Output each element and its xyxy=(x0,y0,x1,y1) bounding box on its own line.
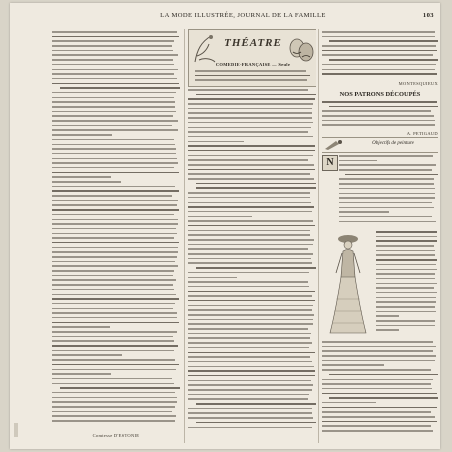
text-line xyxy=(52,83,179,85)
text-line xyxy=(376,320,435,322)
text-line xyxy=(329,374,438,376)
text-line xyxy=(376,245,434,247)
text-column-3 xyxy=(322,29,438,443)
text-line xyxy=(188,136,313,138)
column-divider-left xyxy=(184,29,185,443)
text-line xyxy=(188,155,313,157)
text-line xyxy=(339,216,432,218)
text-line xyxy=(188,206,314,208)
text-line xyxy=(188,164,314,166)
text-line xyxy=(188,192,310,194)
body-text xyxy=(322,101,438,129)
text-line xyxy=(322,379,433,381)
text-line xyxy=(376,250,435,252)
text-line xyxy=(52,401,177,403)
text-line xyxy=(52,190,179,192)
newspaper-page xyxy=(10,3,440,449)
text-line xyxy=(376,278,435,280)
text-line xyxy=(188,112,312,114)
text-line xyxy=(188,352,315,354)
text-line xyxy=(52,303,175,305)
body-text xyxy=(322,31,438,78)
subheading: Objectifs de peinture xyxy=(372,141,414,146)
text-line xyxy=(188,394,309,396)
text-line xyxy=(339,164,436,166)
text-line xyxy=(188,122,313,124)
text-line xyxy=(188,291,315,293)
theatre-title: THÉATRE xyxy=(224,37,282,49)
text-line xyxy=(188,98,315,100)
text-line xyxy=(322,50,437,52)
text-line xyxy=(52,336,173,338)
text-line xyxy=(188,253,313,255)
text-line xyxy=(188,262,312,264)
body-text xyxy=(339,155,438,225)
text-line xyxy=(52,219,178,221)
text-column-1 xyxy=(52,29,180,443)
text-line xyxy=(52,411,172,413)
text-line xyxy=(60,87,180,89)
column-divider-right xyxy=(318,29,319,443)
text-line xyxy=(339,202,432,204)
text-line xyxy=(376,292,437,294)
text-line xyxy=(339,197,435,199)
text-line xyxy=(52,242,179,244)
text-line xyxy=(188,202,311,204)
text-line xyxy=(188,295,312,297)
journal-title: LA MODE ILLUSTRÉE, JOURNAL DE LA FAMILLE xyxy=(160,12,326,19)
text-line xyxy=(322,425,431,427)
text-line xyxy=(188,141,244,143)
text-line xyxy=(188,417,313,419)
text-line xyxy=(52,195,172,197)
article-signature: MONTESQUIEUX xyxy=(398,81,438,86)
text-line xyxy=(52,279,176,281)
text-line xyxy=(376,306,435,308)
text-line xyxy=(188,248,308,250)
text-line xyxy=(376,283,437,285)
text-line xyxy=(52,209,179,211)
text-line xyxy=(52,92,176,94)
text-line xyxy=(52,415,176,417)
text-line xyxy=(322,393,437,395)
text-line xyxy=(52,144,175,146)
text-line xyxy=(339,211,389,213)
text-line xyxy=(52,158,177,160)
text-line xyxy=(52,200,178,202)
text-line xyxy=(195,79,307,81)
text-line xyxy=(188,277,237,279)
text-line xyxy=(52,420,175,422)
text-line xyxy=(188,384,313,386)
text-line xyxy=(339,160,377,162)
text-line xyxy=(322,110,431,112)
text-line xyxy=(52,331,177,333)
text-line xyxy=(52,111,176,113)
text-line xyxy=(188,244,313,246)
body-text xyxy=(188,89,316,431)
text-line xyxy=(376,273,435,275)
text-line xyxy=(52,247,178,249)
text-line xyxy=(329,106,438,108)
text-line xyxy=(188,145,315,147)
text-line xyxy=(52,270,174,272)
text-line xyxy=(196,403,316,405)
text-line xyxy=(322,346,436,348)
text-line xyxy=(52,378,172,380)
text-line xyxy=(376,236,437,238)
text-line xyxy=(188,328,308,330)
text-line xyxy=(52,364,179,366)
text-line xyxy=(52,265,178,267)
text-line xyxy=(188,225,315,227)
text-line xyxy=(52,261,175,263)
text-line xyxy=(188,220,313,222)
text-line xyxy=(52,97,174,99)
text-line xyxy=(339,155,433,157)
text-line xyxy=(52,284,173,286)
text-line xyxy=(188,361,312,363)
text-line xyxy=(329,397,438,399)
text-line xyxy=(188,127,311,129)
text-line xyxy=(188,150,315,152)
text-line xyxy=(52,340,174,342)
text-line xyxy=(188,230,310,232)
article-signature: Comtesse D'ESTONIE xyxy=(92,433,140,438)
text-line xyxy=(52,237,174,239)
text-line xyxy=(188,323,313,325)
text-line xyxy=(188,305,313,307)
text-line xyxy=(52,101,175,103)
text-line xyxy=(188,337,310,339)
text-line xyxy=(322,73,437,75)
theatre-header-box xyxy=(188,29,316,87)
text-line xyxy=(188,216,252,218)
text-line xyxy=(52,134,112,136)
text-line xyxy=(52,383,174,385)
text-line xyxy=(188,314,314,316)
text-line xyxy=(376,311,436,313)
text-line xyxy=(322,36,435,38)
text-line xyxy=(322,369,431,371)
text-line xyxy=(188,173,310,175)
text-line xyxy=(52,139,174,141)
text-line xyxy=(322,407,437,409)
text-line xyxy=(52,251,178,253)
text-line xyxy=(196,187,316,189)
text-line xyxy=(52,228,176,230)
text-line xyxy=(195,75,310,77)
text-line xyxy=(376,297,436,299)
body-text xyxy=(52,31,180,425)
text-line xyxy=(345,174,438,176)
text-line xyxy=(52,125,172,127)
text-line xyxy=(52,308,173,310)
theatre-subtitle: COMEDIE-FRANÇAISE — Seule xyxy=(215,62,291,67)
text-line xyxy=(52,369,176,371)
text-line xyxy=(52,115,173,117)
text-line xyxy=(188,356,310,358)
text-line xyxy=(52,326,110,328)
text-line xyxy=(52,181,121,183)
text-line xyxy=(339,169,432,171)
text-line xyxy=(329,40,438,42)
text-line xyxy=(322,364,384,366)
text-line xyxy=(52,162,178,164)
text-line xyxy=(52,78,177,80)
text-line xyxy=(52,45,172,47)
text-line xyxy=(188,117,312,119)
text-line xyxy=(376,329,399,331)
text-line xyxy=(196,183,316,185)
page-number: 103 xyxy=(422,12,434,19)
text-line xyxy=(52,359,175,361)
text-line xyxy=(322,341,433,343)
text-line xyxy=(52,397,177,399)
text-line xyxy=(52,204,177,206)
text-line xyxy=(52,40,174,42)
text-line xyxy=(188,342,312,344)
text-line xyxy=(188,408,312,410)
text-line xyxy=(188,178,314,180)
text-line xyxy=(188,347,309,349)
text-line xyxy=(52,322,179,324)
text-line xyxy=(188,169,315,171)
text-line xyxy=(329,59,438,61)
text-line xyxy=(195,70,306,72)
text-line xyxy=(52,31,177,33)
binding-mark xyxy=(14,423,18,437)
theatre-intro-text xyxy=(195,70,311,84)
text-line xyxy=(188,380,311,382)
text-line xyxy=(188,427,312,429)
text-line xyxy=(52,167,174,169)
text-line xyxy=(52,289,174,291)
text-line xyxy=(188,131,308,133)
text-line xyxy=(322,383,431,385)
text-line xyxy=(376,325,435,327)
text-line xyxy=(188,272,309,274)
text-line xyxy=(188,370,315,372)
text-line xyxy=(339,178,434,180)
text-line xyxy=(188,234,310,236)
text-line xyxy=(188,286,309,288)
text-line xyxy=(52,73,174,75)
text-line xyxy=(339,221,436,223)
text-line xyxy=(322,54,433,56)
text-line xyxy=(376,269,437,271)
text-line xyxy=(188,159,308,161)
text-line xyxy=(188,309,312,311)
text-line xyxy=(188,375,315,377)
text-line xyxy=(52,148,176,150)
text-line xyxy=(322,31,435,33)
text-line xyxy=(322,430,433,432)
text-line xyxy=(339,183,434,185)
text-line xyxy=(196,94,316,96)
text-line xyxy=(188,197,310,199)
text-line xyxy=(322,360,435,362)
text-line xyxy=(188,366,314,368)
text-line xyxy=(322,411,431,413)
text-line xyxy=(339,207,434,209)
text-line xyxy=(52,64,174,66)
text-line xyxy=(322,416,435,418)
text-line xyxy=(322,64,436,66)
text-line xyxy=(196,422,316,424)
text-line xyxy=(52,153,176,155)
text-line xyxy=(188,103,313,105)
text-line xyxy=(339,188,435,190)
text-line xyxy=(52,69,178,71)
text-line xyxy=(188,389,312,391)
text-line xyxy=(322,355,436,357)
text-column-2 xyxy=(188,29,316,443)
text-line xyxy=(52,54,178,56)
running-header xyxy=(52,12,434,22)
text-line xyxy=(52,172,179,174)
section-signature: A. PETIGAUD xyxy=(406,131,438,136)
text-line xyxy=(188,258,311,260)
text-line xyxy=(52,50,173,52)
text-line xyxy=(376,231,437,233)
drop-capital: N xyxy=(322,155,338,171)
body-text xyxy=(322,341,438,435)
text-line xyxy=(376,287,434,289)
text-line xyxy=(322,421,437,423)
text-line xyxy=(52,36,179,38)
text-line xyxy=(376,301,436,303)
text-line xyxy=(52,186,175,188)
text-line xyxy=(52,275,173,277)
text-line xyxy=(52,317,177,319)
text-line xyxy=(322,120,435,122)
text-line xyxy=(52,176,111,178)
text-line xyxy=(60,387,180,389)
text-line xyxy=(52,392,175,394)
text-line xyxy=(188,108,312,110)
text-line xyxy=(339,193,435,195)
text-line xyxy=(52,120,178,122)
text-line xyxy=(188,319,313,321)
text-line xyxy=(52,59,173,61)
section-title: NOS PATRONS DÉCOUPÉS xyxy=(339,91,421,98)
text-line xyxy=(52,214,174,216)
text-line xyxy=(322,101,437,103)
text-line xyxy=(52,354,122,356)
text-line xyxy=(376,264,436,266)
text-line xyxy=(322,45,436,47)
text-line xyxy=(322,388,432,390)
fashion-figure-illustration xyxy=(322,229,372,337)
text-line xyxy=(188,398,308,400)
text-line xyxy=(376,240,437,242)
text-line xyxy=(196,267,316,269)
subheading-band xyxy=(322,137,438,153)
text-line xyxy=(376,315,399,317)
text-line xyxy=(188,211,312,213)
brush-icon xyxy=(324,139,344,151)
text-line xyxy=(52,106,175,108)
text-line xyxy=(52,406,175,408)
text-line xyxy=(52,223,178,225)
text-line xyxy=(188,412,312,414)
text-line xyxy=(52,294,176,296)
text-line xyxy=(376,254,435,256)
text-line xyxy=(52,129,178,131)
text-line xyxy=(322,124,435,126)
text-line xyxy=(322,402,376,404)
text-line xyxy=(52,298,179,300)
text-line xyxy=(52,350,174,352)
text-line xyxy=(322,350,433,352)
text-line xyxy=(188,239,314,241)
text-line xyxy=(188,333,311,335)
text-line xyxy=(52,345,178,347)
text-line xyxy=(376,259,437,261)
text-line xyxy=(188,281,308,283)
text-line xyxy=(52,312,177,314)
body-text xyxy=(376,231,438,334)
text-line xyxy=(322,115,434,117)
text-line xyxy=(322,69,435,71)
text-line xyxy=(188,300,315,302)
text-line xyxy=(52,233,177,235)
text-line xyxy=(52,256,177,258)
text-line xyxy=(188,89,308,91)
text-line xyxy=(52,373,111,375)
